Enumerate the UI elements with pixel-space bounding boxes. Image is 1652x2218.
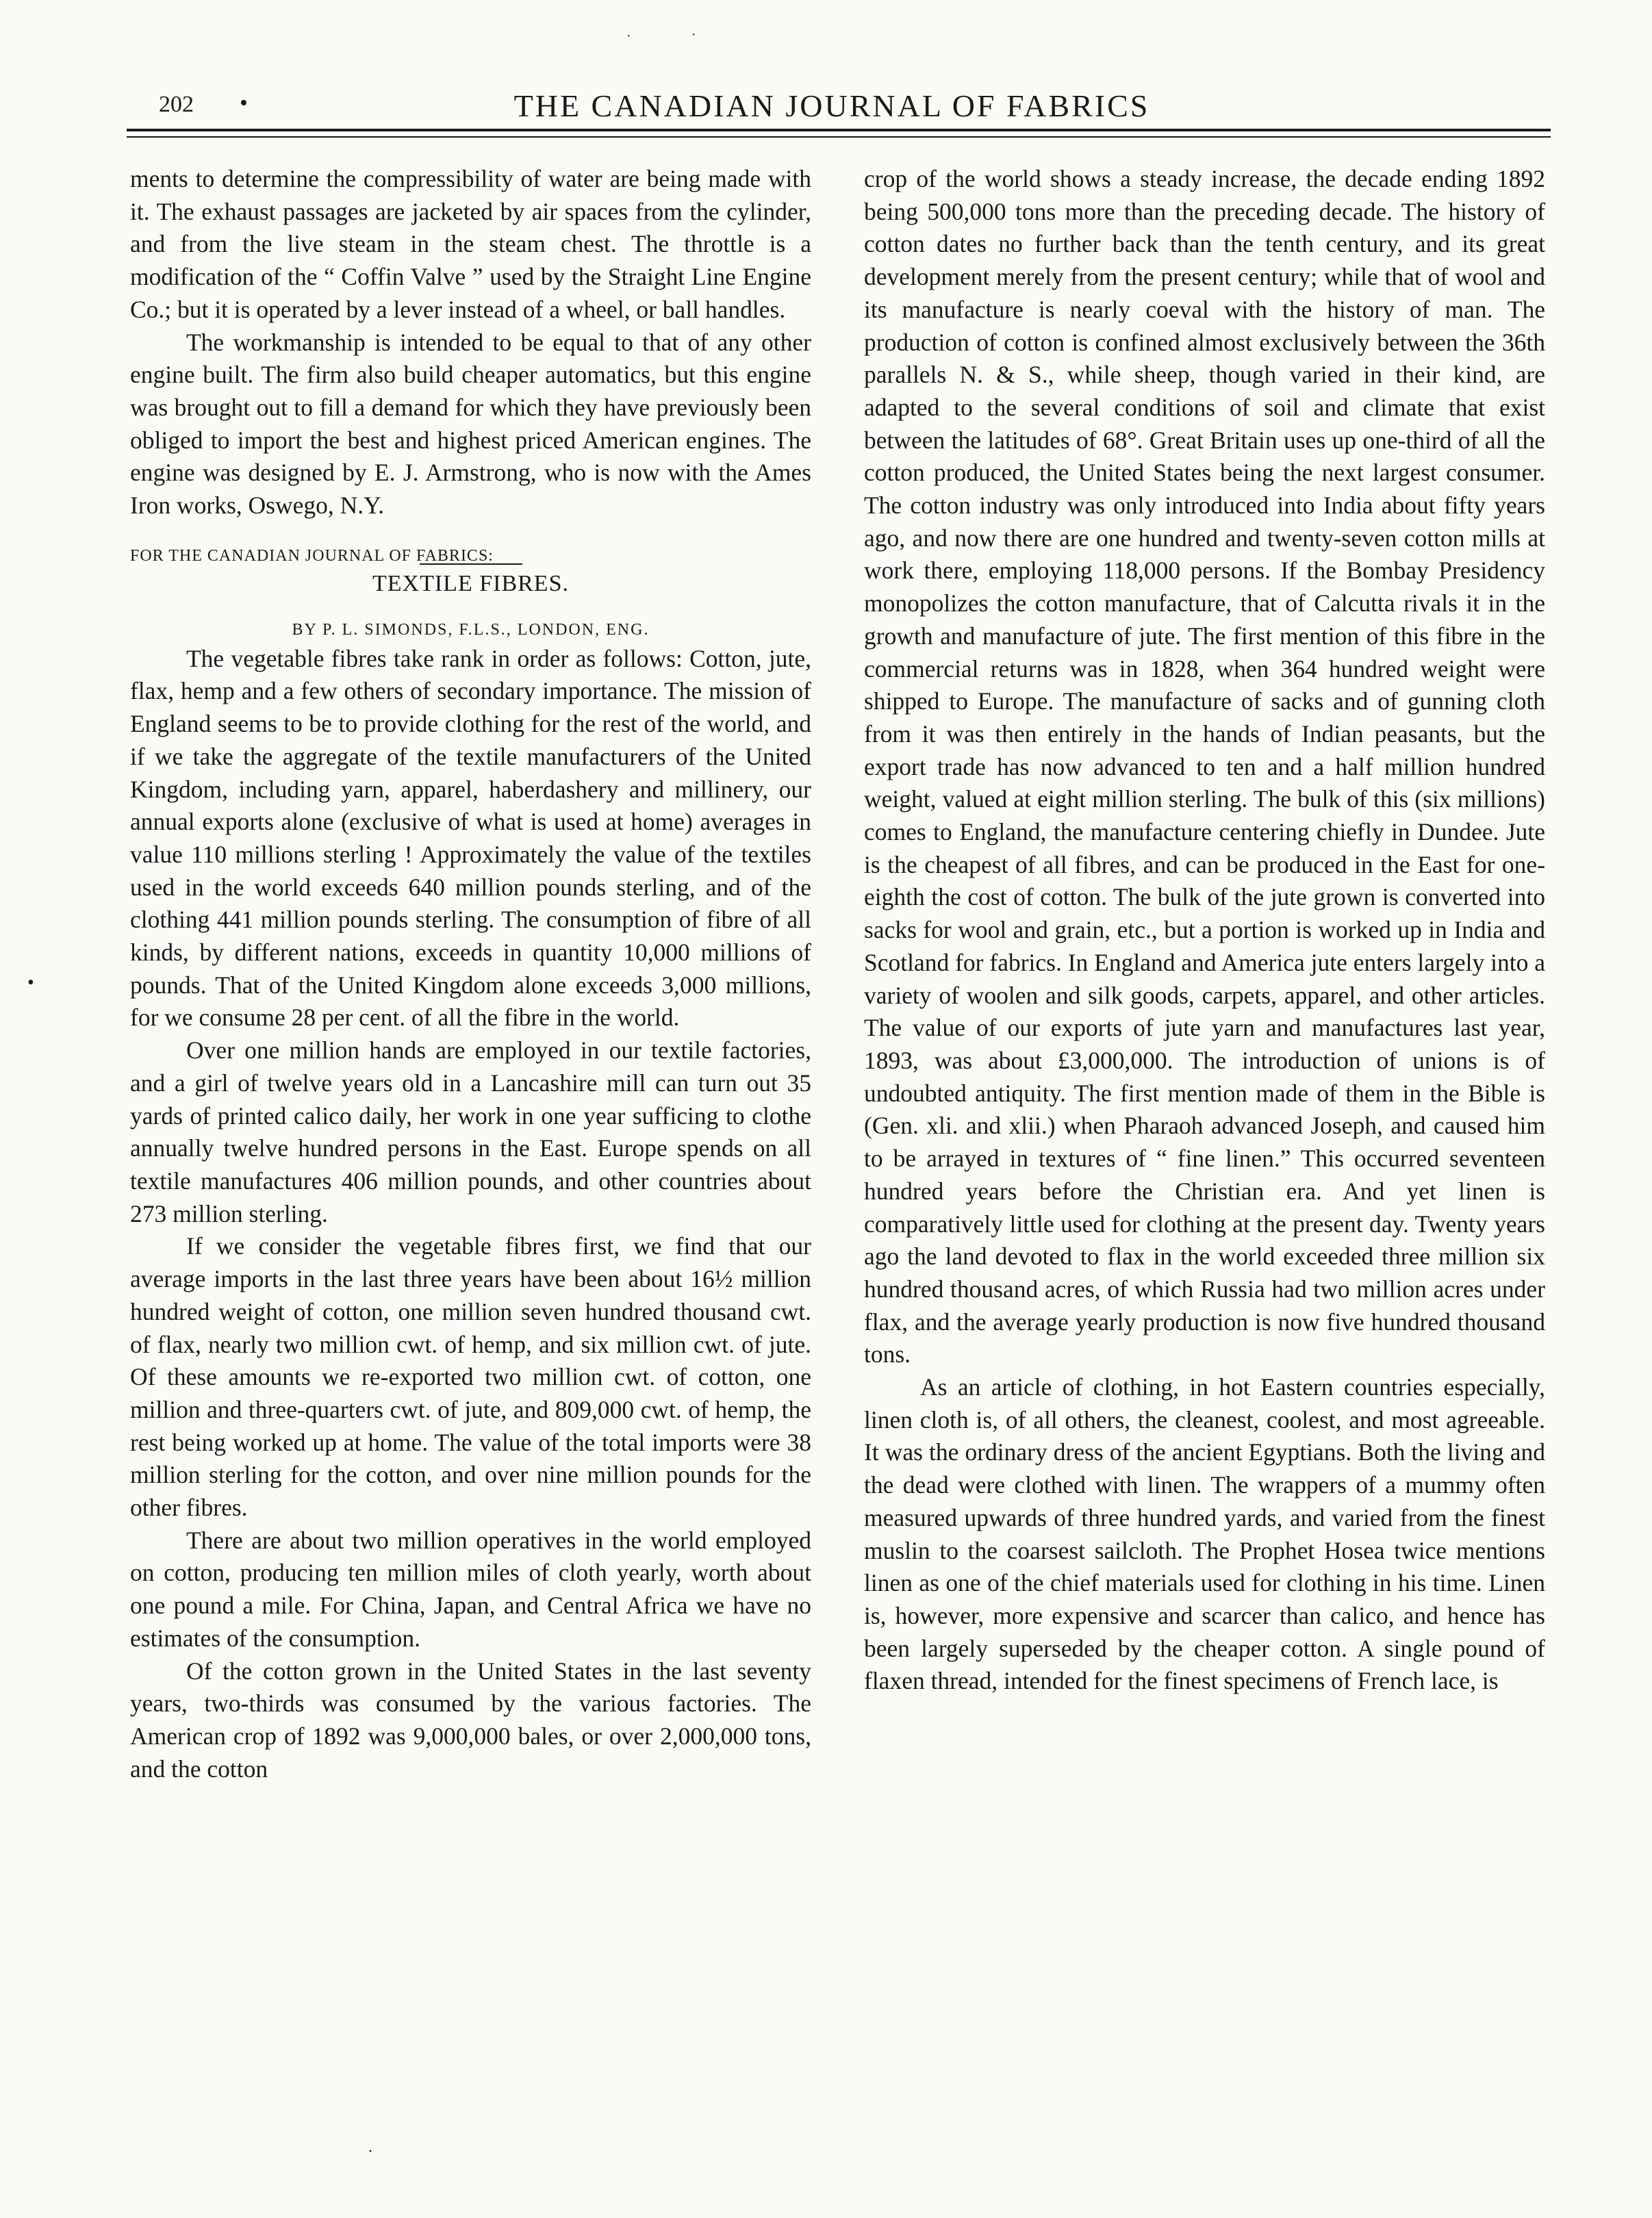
paragraph: ments to determine the compressibility of water are being made with it. The exhaust passages are jacketed by air spaces from the cylinder, and from the live steam in the steam chest. The throttle is a modification of the “ Coffin Valve ” used by the Straight Line Engine Co.; but it is operated by a lever instead of a wheel, or ball handles.	[130, 165, 811, 323]
paragraph: Of the cotton grown in the United States in the last seventy years, two-thirds was consumed by the various factories. The American crop of 1892 was 9,000,000 bales, or over 2,000,000 tons, and the cotton	[130, 1657, 811, 1783]
paragraph: If we consider the vegetable fibres first, we find that our average imports in the last three years have been about 16½ million hundred weight of cotton, one million seven hundred thousand cwt. of flax, nearly two million cwt. of hemp, and six million cwt. of jute. Of these amounts we re-exported two million cwt. of cotton, one million and three-quarters cwt. of jute, and 809,000 cwt. of hemp, the rest being worked up at home. The value of the total imports were 38 million sterling for the cotton, and over nine million pounds for the other fibres.	[130, 1232, 811, 1522]
header-rule	[127, 129, 1551, 131]
article-title: TEXTILE FIBRES.	[372, 570, 569, 596]
paragraph: The vegetable fibres take rank in order as follows: Cotton, jute, flax, hemp and a few others of secondary importance. The mission of England seems to be to provide clothing for the rest of the world, and if we take the aggregate of the textile manufacturers of the United Kingdom, including yarn, apparel, haberdashery and millinery, our annual exports alone (exclusive of what is used at home) averages in value 110 millions sterling ! Approximately the value of the textiles used in the world exceeds 640 million pounds sterling, and of the clothing 441 million pounds sterling. The consumption of fibre of all kinds, by different nations, exceeds in quantity 10,000 millions of pounds. That of the United Kingdom alone exceeds 3,000 millions, for we consume 28 per cent. of all the fibre in the world.	[130, 644, 811, 1032]
paragraph: There are about two million operatives in the world employed on cotton, producing ten million miles of cloth yearly, worth about one pound a mile. For China, Japan, and Central Africa we have no estimates of the consumption.	[130, 1526, 811, 1652]
header-dot: •	[240, 90, 248, 116]
print-speck: ·	[626, 29, 631, 44]
paragraph: Over one million hands are employed in our textile factories, and a girl of twelve years old in a Lancashire mill can turn out 35 yards of printed calico daily, her work in one year sufficing to clothe annually twelve hundred persons in the East. Europe spends on all textile manufactures 406 million pounds, and other countries about 273 million sterling.	[130, 1036, 811, 1227]
print-speck: ·	[368, 2143, 373, 2160]
page-header	[123, 88, 1540, 129]
margin-speck: •	[27, 972, 34, 993]
article-source-line: FOR THE CANADIAN JOURNAL OF FABRICS:	[130, 546, 494, 565]
header-rule-thin	[127, 136, 1551, 138]
paragraph: crop of the world shows a steady increase, the decade ending 1892 being 500,000 tons more than the preceding decade. The history of cotton dates no further back than the tenth century, and its great development merely from the present century; while that of wool and its manufacture is nearly coeval with the history of man. The production of cotton is confined almost exclusively between the 36th parallels N. & S., while sheep, though varied in their kind, are adapted to the several conditions of soil and climate that exist between the latitudes of 68°. Great Britain uses up one-third of all the cotton produced, the United States being the next largest consumer. The cotton industry was only introduced into India about fifty years ago, and now there are one hundred and twenty-seven cotton mills at work there, employing 118,000 persons. If the Bombay Presidency monopolizes the cotton manufacture, that of Calcutta rivals it in the growth and manufacture of jute. The first mention of this fibre in the commercial returns was in 1828, when 364 hundred weight were shipped to Europe. The manufacture of sacks and of gunning cloth from it was then entirely in the hands of Indian peasants, but the export trade has now advanced to ten and a half million hundred weight, valued at eight million sterling. The bulk of this (six millions) comes to England, the manufacture centering chiefly in Dundee. Jute is the cheapest of all fibres, and can be produced in the East for one-eighth the cost of cotton. The bulk of the jute grown is converted into sacks for wool and grain, etc., but a portion is worked up in India and Scotland for fabrics. In England and America jute enters largely into a variety of woolen and silk goods, carpets, apparel, and other articles. The value of our exports of jute yarn and manufactures last year, 1893, was about £3,000,000. The introduction of unions is of undoubted antiquity. The first mention made of them in the Bible is (Gen. xli. and xlii.) when Pharaoh advanced Joseph, and caused him to be arrayed in textures of “ fine linen.” This occurred seventeen hundred years before the Christian era. And yet linen is comparatively little used for clothing at the present day. Twenty years ago the land devoted to flax in the world exceeded three million six hundred thousand acres, of which Russia had two million acres under flax, and the average yearly production is now five hundred thousand tons.	[864, 165, 1545, 1368]
left-column	[130, 163, 811, 1785]
running-title: THE CANADIAN JOURNAL OF FABRICS	[513, 88, 1150, 123]
right-column	[864, 163, 1545, 1698]
paragraph: As an article of clothing, in hot Eastern countries especially, linen cloth is, of all others, the cleanest, coolest, and most agreeable. It was the ordinary dress of the ancient Egyptians. Both the living and the dead were clothed with linen. The wrappers of a mummy often measured upwards of three hundred yards, and varied from the finest muslin to the coarsest sailcloth. The Prophet Hosea twice mentions linen as one of the chief materials used for clothing in his time. Linen is, however, more expensive and scarcer than calico, and hence has been largely superseded by the cheaper cotton. A single pound of flaxen thread, intended for the finest specimens of French lace, is	[864, 1373, 1545, 1695]
print-speck: ·	[691, 27, 696, 42]
paragraph: The workmanship is intended to be equal to that of any other engine built. The firm also build cheaper automatics, but this engine was brought out to fill a demand for which they have previously been obliged to import the best and highest priced American engines. The engine was designed by E. J. Armstrong, who is now with the Ames Iron works, Oswego, N.Y.	[130, 328, 811, 520]
page-number: 202	[159, 92, 194, 117]
author-line: BY P. L. SIMONDS, F.L.S., LONDON, ENG.	[292, 620, 650, 639]
